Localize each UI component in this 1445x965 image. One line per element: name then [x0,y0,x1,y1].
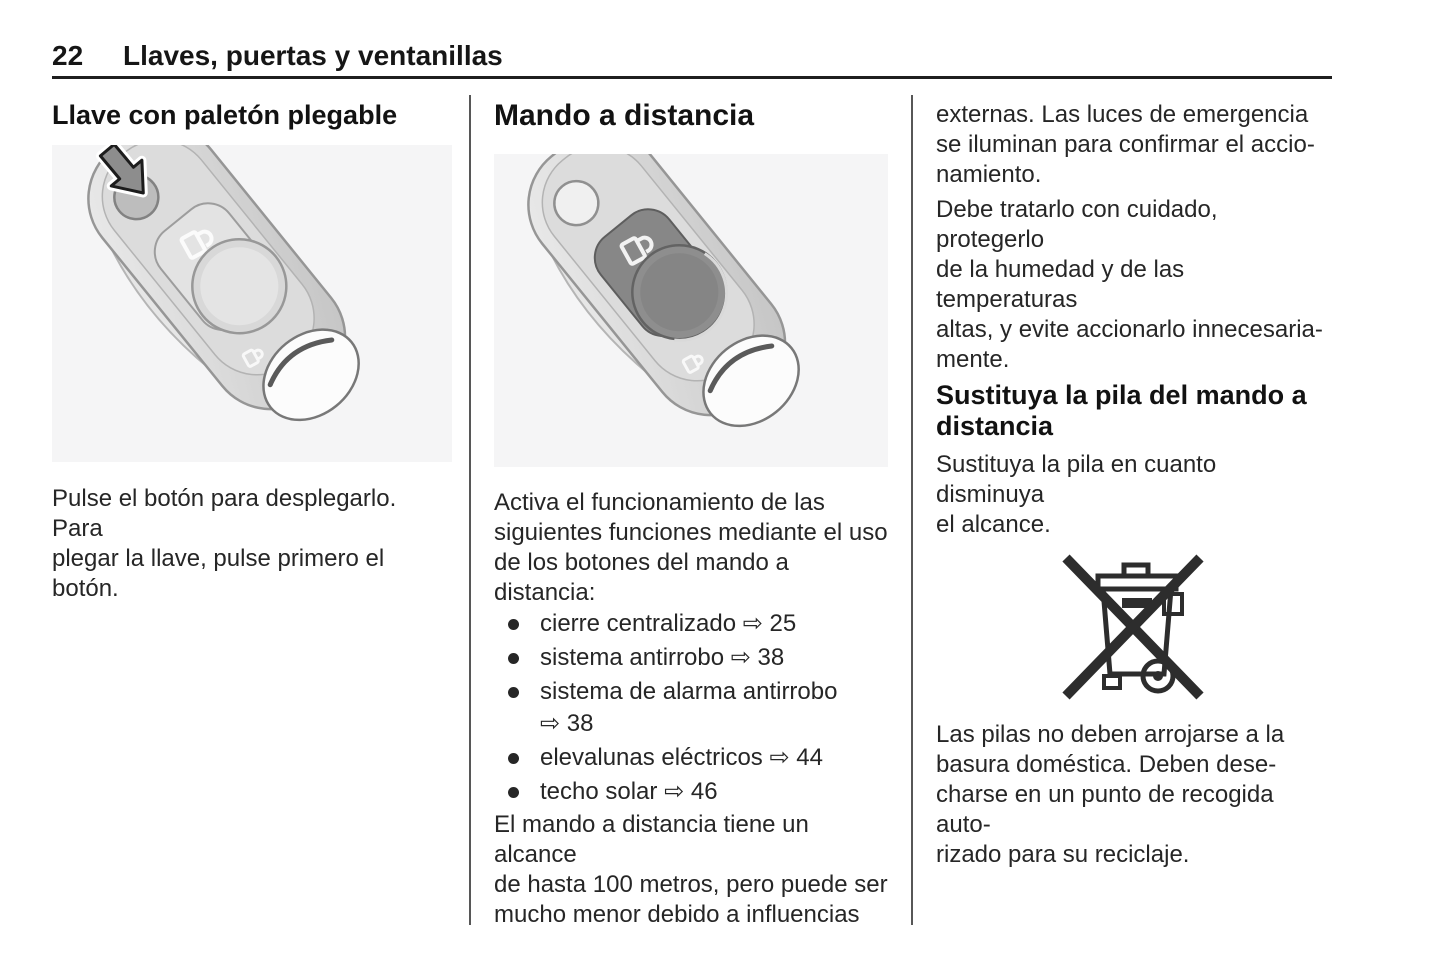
continuation-paragraph: externas. Las luces de emergencia se iluminan para confirmar el accio- namiento. [936,101,1315,188]
battery-disposal-paragraph: Las pilas no deben arrojarse a la basura doméstica. Deben dese- charse en un punto de recogida auto- rizado para su reciclaje. [936,721,1285,868]
flip-key-figure [52,145,452,462]
section-heading-remote: Mando a distancia [494,99,755,132]
remote-key-figure [494,154,888,467]
list-item-sunroof: techo solar ⇨ 46 [494,776,888,808]
list-item-antitheft-alarm: sistema de alarma antirrobo ⇨ 38 [494,676,888,740]
header-rule [52,76,1332,79]
care-paragraph: Debe tratarlo con cuidado, protegerlo de la humedad y de las temperaturas altas, y evite accionarlo innecesaria- mente. [936,196,1323,373]
column-divider-left [469,95,471,925]
weee-icon-wrap [936,548,1330,702]
list-item-power-windows: elevalunas eléctricos ⇨ 44 [494,742,888,774]
page-number: 22 [52,40,84,71]
subheading-replace-battery: Sustituya la pila del mando a distancia [936,380,1307,441]
column-remote-control [494,98,888,930]
remote-intro-paragraph: Activa el funcionamiento de las siguientes funciones mediante el uso de los botones del mando a distancia: [494,489,888,606]
section-heading-flip-key: Llave con paletón plegable [52,100,398,130]
column-divider-right [911,95,913,925]
list-item-central-locking: cierre centralizado ⇨ 25 [494,608,888,640]
list-item-antitheft-system: sistema antirrobo ⇨ 38 [494,642,888,674]
remote-range-paragraph: El mando a distancia tiene un alcance de hasta 100 metros, pero puede ser mucho menor debido a influencias [494,811,888,928]
column-flip-key [52,100,452,604]
crossed-out-bin-icon [1058,548,1208,702]
flip-key-illustration [52,145,452,462]
chapter-title: Llaves, puertas y ventanillas [123,40,503,71]
remote-key-illustration [494,154,888,467]
replace-battery-paragraph: Sustituya la pila en cuanto disminuya el alcance. [936,451,1217,538]
column-battery [936,100,1330,870]
remote-functions-list [494,608,888,808]
flip-key-paragraph: Pulse el botón para desplegarlo. Para plegar la llave, pulse primero el botón. [52,485,397,602]
